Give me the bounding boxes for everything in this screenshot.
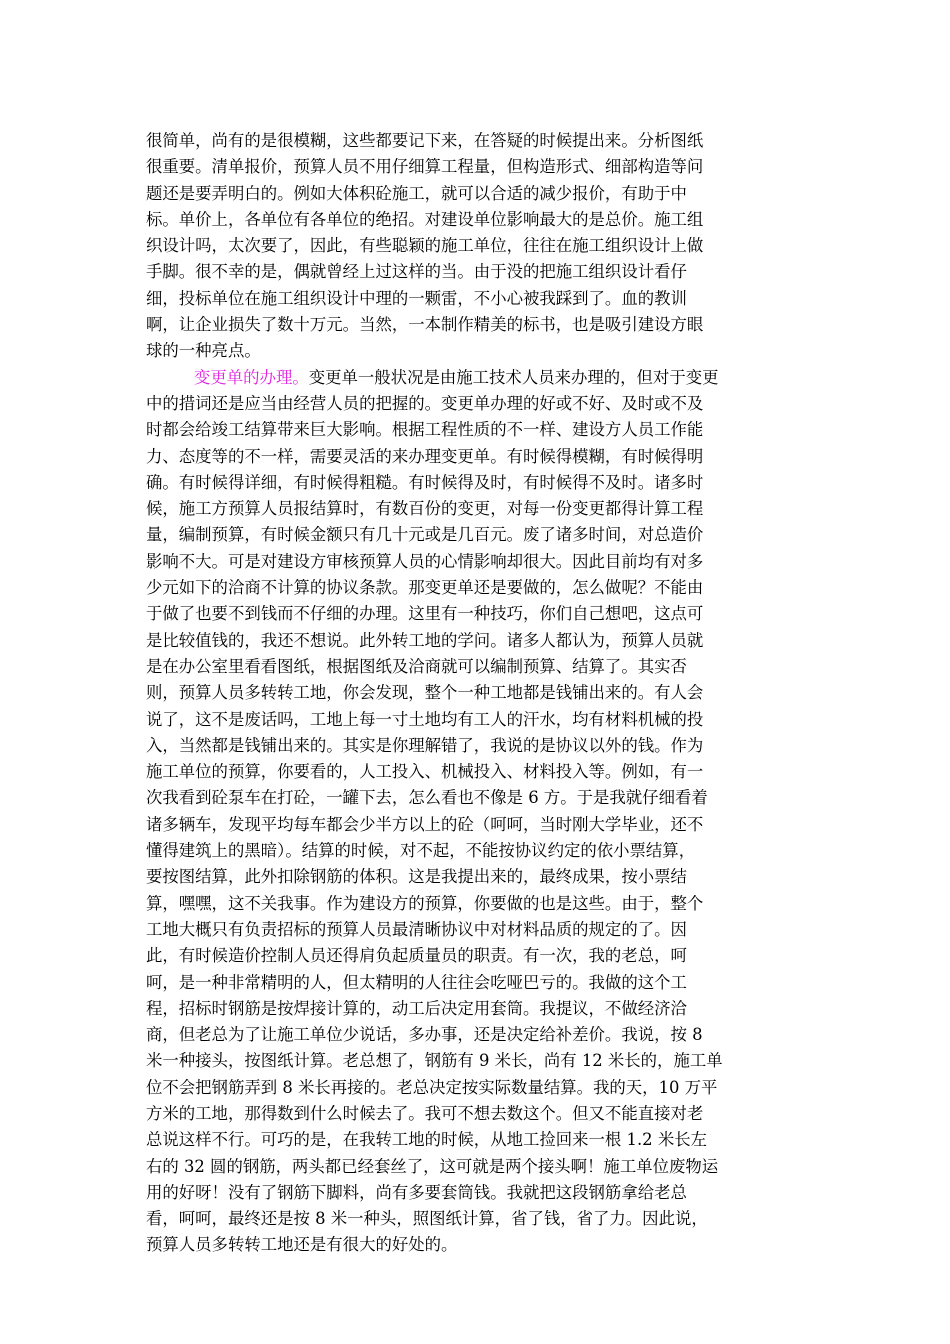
- text-line: 预算人员多转转工地还是有很大的好处的。: [146, 1235, 458, 1255]
- text-line: 很简单，尚有的是很模糊，这些都要记下来，在答疑的时候提出来。分析图纸: [146, 131, 704, 150]
- document-page: [146, 128, 806, 1259]
- text-line: 量，编制预算，有时候金额只有几十元或是几百元。废了诸多时间，对总造价: [146, 525, 704, 545]
- text-line: 米一种接头，按图纸计算。老总想了，钢筋有 9 米长，尚有 12 米长的，施工单: [146, 1051, 723, 1071]
- text-line: 题还是要弄明白的。例如大体积砼施工，就可以合适的减少报价，有助于中: [146, 183, 687, 203]
- text-line: 时都会给竣工结算带来巨大影响。根据工程性质的不一样、建设方人员工作能: [146, 420, 704, 440]
- text-line: 用的好呀！没有了钢筋下脚料，尚有多要套筒钱。我就把这段钢筋拿给老总: [146, 1182, 687, 1202]
- text-line: 总说这样不行。可巧的是，在我转工地的时候，从地工捡回来一根 1.2 米长左: [146, 1130, 707, 1150]
- text-line: 影响不大。可是对建设方审核预算人员的心情影响却很大。因此目前均有对多: [146, 551, 704, 571]
- text-line: 是在办公室里看看图纸，根据图纸及洽商就可以编制预算、结算了。其实否: [146, 656, 687, 676]
- text-line: 很重要。清单报价，预算人员不用仔细算工程量，但构造形式、细部构造等问: [146, 157, 704, 177]
- text-line: 确。有时候得详细，有时候得粗糙。有时候得及时，有时候得不及时。诸多时: [146, 472, 704, 492]
- text-line: 程，招标时钢筋是按焊接计算的，动工后决定用套筒。我提议，不做经济洽: [146, 998, 687, 1018]
- text-line: 于做了也要不到钱而不仔细的办理。这里有一种技巧，你们自己想吧，这点可: [146, 604, 704, 624]
- text-line: 工地大概只有负责招标的预算人员最清晰协议中对材料品质的规定的了。因: [146, 919, 687, 939]
- text-line: 此，有时候造价控制人员还得肩负起质量员的职责。有一次，我的老总，呵: [146, 946, 687, 966]
- text-line: 要按图结算，此外扣除钢筋的体积。这是我提出来的，最终成果，按小票结: [146, 867, 687, 887]
- text-line: 算，嘿嘿，这不关我事。作为建设方的预算，你要做的也是这些。由于，整个: [146, 893, 704, 913]
- text-line: 细，投标单位在施工组织设计中理的一颗雷，不小心被我踩到了。血的教训: [146, 288, 687, 308]
- text-line-first: [146, 365, 806, 391]
- section-heading: 变更单的办理。: [194, 367, 309, 387]
- paragraph-bid-analysis: [146, 128, 806, 365]
- text-line: 则，预算人员多转转工地，你会发现，整个一种工地都是钱铺出来的。有人会: [146, 683, 704, 703]
- text-line: 方米的工地，那得数到什么时候去了。我可不想去数这个。但又不能直接对老: [146, 1103, 704, 1123]
- text-line: 位不会把钢筋弄到 8 米长再接的。老总决定按实际数量结算。我的天，10 万平: [146, 1077, 718, 1097]
- text-line: 力、态度等的不一样，需要灵活的来办理变更单。有时候得模糊，有时候得明: [146, 446, 704, 466]
- text-line: 说了，这不是废话吗，工地上每一寸土地均有工人的汗水，均有材料机械的投: [146, 709, 704, 729]
- text-line: 少元如下的洽商不计算的协议条款。那变更单还是要做的，怎么做呢？不能由: [146, 578, 704, 598]
- text-fragment: 变更单一般状况是由施工技术人员来办理的，但对于变更: [308, 367, 719, 387]
- text-line: 看，呵呵，最终还是按 8 米一种头，照图纸计算，省了钱，省了力。因此说，: [146, 1209, 708, 1229]
- text-line: 是比较值钱的，我还不想说。此外转工地的学问。诸多人都认为，预算人员就: [146, 630, 704, 650]
- paragraph-change-order: [146, 365, 806, 1259]
- text-line: 候，施工方预算人员报结算时，有数百份的变更，对每一份变更都得计算工程: [146, 499, 704, 519]
- text-line: 右的 32 圆的钢筋，两头都已经套丝了，这可就是两个接头啊！施工单位废物运: [146, 1156, 719, 1176]
- text-line: 啊，让企业损失了数十万元。当然，一本制作精美的标书，也是吸引建设方眼: [146, 315, 704, 335]
- text-line: 次我看到砼泵车在打砼，一罐下去，怎么看也不像是 6 方。于是我就仔细看着: [146, 788, 708, 808]
- text-line: 诸多辆车，发现平均每车都会少半方以上的砼（呵呵，当时刚大学毕业，还不: [146, 814, 704, 834]
- text-line: 中的措词还是应当由经营人员的把握的。变更单办理的好或不好、及时或不及: [146, 393, 704, 413]
- text-line: 呵，是一种非常精明的人，但太精明的人往往会吃哑巴亏的。我做的这个工: [146, 972, 687, 992]
- text-line: 懂得建筑上的黑暗）。结算的时候，对不起，不能按协议约定的依小票结算，: [146, 841, 696, 861]
- text-line: 入，当然都是钱铺出来的。其实是你理解错了，我说的是协议以外的钱。作为: [146, 735, 704, 755]
- text-line: 手脚。很不幸的是，偶就曾经上过这样的当。由于没的把施工组织设计看仔: [146, 262, 687, 282]
- text-line: 标。单价上，各单位有各单位的绝招。对建设单位影响最大的是总价。施工组: [146, 209, 704, 229]
- text-line: 球的一种亮点。: [146, 341, 261, 361]
- text-line: 施工单位的预算，你要看的，人工投入、机械投入、材料投入等。例如，有一: [146, 762, 704, 782]
- text-line: 织设计吗，太次要了，因此，有些聪颖的施工单位，往往在施工组织设计上做: [146, 236, 704, 256]
- text-line: 商，但老总为了让施工单位少说话，多办事，还是决定给补差价。我说，按 8: [146, 1025, 703, 1045]
